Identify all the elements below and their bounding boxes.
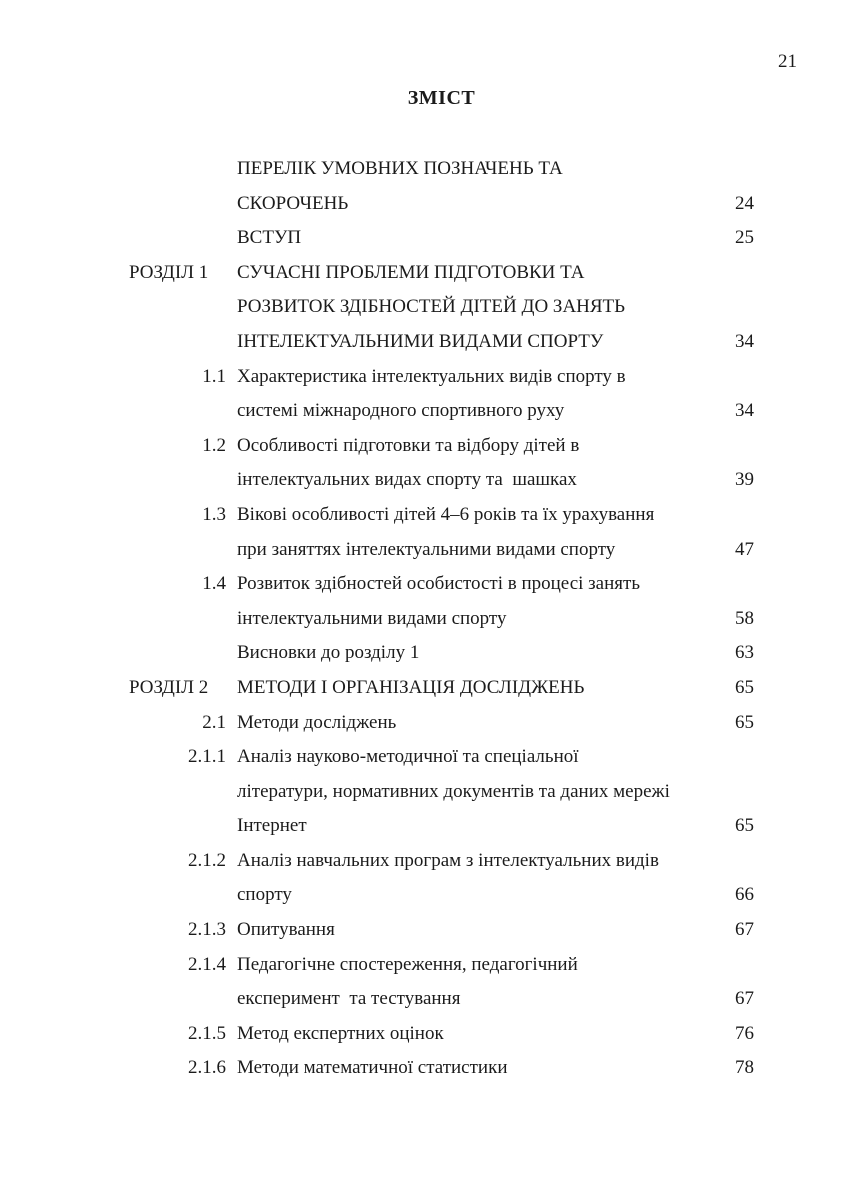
entry-title — [226, 498, 710, 567]
entry-label: 1.1 — [202, 365, 226, 387]
entry-title-line: Розвиток здібностей особистості в процесі занять — [237, 573, 640, 595]
entry-page: 65 — [735, 815, 754, 837]
entry-label: 2.1 — [202, 711, 226, 733]
entry-label: 1.3 — [202, 503, 226, 525]
entry-page: 67 — [735, 988, 754, 1010]
entry-title-line: Особливості підготовки та відбору дітей в — [237, 434, 580, 456]
toc-entry — [129, 740, 754, 844]
entry-title-line: літератури, нормативних документів та даних мережі — [237, 780, 670, 802]
toc-entry — [129, 636, 754, 671]
entry-label: 1.4 — [202, 573, 226, 595]
entry-title-line: Методи досліджень — [237, 711, 397, 733]
entry-title-line: ПЕРЕЛІК УМОВНИХ ПОЗНАЧЕНЬ ТА — [237, 158, 563, 179]
entry-label: 2.1.6 — [188, 1057, 226, 1079]
entry-page: 47 — [735, 538, 754, 560]
entry-page: 65 — [735, 676, 754, 698]
page-number: 21 — [778, 51, 797, 72]
entry-title — [226, 567, 710, 636]
toc-entry — [129, 567, 754, 636]
entry-title — [226, 221, 710, 256]
toc-entry — [129, 671, 754, 706]
toc-entry — [129, 948, 754, 1017]
entry-title-line: ІНТЕЛЕКТУАЛЬНИМИ ВИДАМИ СПОРТУ — [237, 330, 604, 352]
entry-title-line: РОЗВИТОК ЗДІБНОСТЕЙ ДІТЕЙ ДО ЗАНЯТЬ — [237, 296, 626, 318]
entry-page: 58 — [735, 607, 754, 629]
toc-entry — [129, 152, 754, 221]
entry-title-line: Аналіз навчальних програм з інтелектуальних видів — [237, 849, 659, 871]
entry-title-line: при заняттях інтелектуальними видами спорту — [237, 538, 616, 560]
entry-page: 34 — [735, 400, 754, 422]
entry-title — [226, 913, 710, 948]
entry-title-line: Характеристика інтелектуальних видів спорту в — [237, 365, 626, 387]
entry-title-line: інтелектуальними видами спорту — [237, 607, 507, 629]
toc-entry — [129, 256, 754, 360]
entry-title-line: Аналіз науково-методичної та спеціальної — [237, 746, 579, 768]
entry-title — [226, 152, 710, 221]
entry-title — [226, 256, 710, 360]
entry-title — [226, 636, 710, 671]
entry-title-line: СУЧАСНІ ПРОБЛЕМИ ПІДГОТОВКИ ТА — [237, 261, 585, 283]
entry-title — [226, 740, 710, 844]
entry-title-line: Вікові особливості дітей 4–6 років та їх урахування — [237, 503, 655, 525]
entry-label: 2.1.5 — [188, 1022, 226, 1044]
entry-label: РОЗДІЛ 2 — [129, 676, 209, 698]
entry-title-line: експеримент та тестування — [237, 988, 461, 1010]
entry-title-line: Педагогічне спостереження, педагогічний — [237, 953, 578, 975]
entry-title — [226, 948, 710, 1017]
entry-title-line: ВСТУП — [237, 227, 302, 249]
entry-title-line: Методи математичної статистики — [237, 1057, 508, 1079]
entry-page: 63 — [735, 642, 754, 664]
entry-page: 67 — [735, 919, 754, 941]
entry-page: 76 — [735, 1022, 754, 1044]
entry-label: 2.1.4 — [188, 953, 226, 975]
entry-label: 2.1.1 — [188, 746, 226, 768]
entry-title-line: системі міжнародного спортивного руху — [237, 400, 565, 422]
entry-title-line: Метод експертних оцінок — [237, 1022, 444, 1044]
toc-entry — [129, 360, 754, 429]
entry-page: 24 — [735, 192, 754, 214]
entry-title — [226, 1051, 710, 1086]
entry-title — [226, 671, 710, 706]
toc-entry — [129, 1017, 754, 1052]
toc-entry — [129, 913, 754, 948]
entry-page: 78 — [735, 1057, 754, 1079]
toc-entry — [129, 844, 754, 913]
entry-title-line: спорту — [237, 884, 292, 906]
entry-label: 1.2 — [202, 434, 226, 456]
toc-entry — [129, 498, 754, 567]
entry-title-line: Висновки до розділу 1 — [237, 642, 420, 664]
entry-title-line: Опитування — [237, 919, 335, 941]
page-title: ЗМІСТ — [407, 87, 476, 109]
entry-page: 39 — [735, 469, 754, 491]
toc-list — [129, 152, 754, 1086]
entry-page: 34 — [735, 330, 754, 352]
entry-title — [226, 1017, 710, 1052]
entry-title-line: Інтернет — [237, 815, 307, 837]
entry-label: РОЗДІЛ 1 — [129, 261, 209, 283]
entry-title — [226, 706, 710, 741]
entry-label: 2.1.3 — [188, 919, 226, 941]
toc-entry — [129, 429, 754, 498]
entry-title-line: інтелектуальних видах спорту та шашках — [237, 469, 577, 491]
entry-title — [226, 429, 710, 498]
toc-entry — [129, 221, 754, 256]
toc-entry — [129, 706, 754, 741]
entry-title-line: МЕТОДИ І ОРГАНІЗАЦІЯ ДОСЛІДЖЕНЬ — [237, 676, 585, 698]
entry-title — [226, 360, 710, 429]
entry-page: 66 — [735, 884, 754, 906]
toc-entry — [129, 1051, 754, 1086]
entry-page: 65 — [735, 711, 754, 733]
entry-label: 2.1.2 — [188, 849, 226, 871]
entry-title — [226, 844, 710, 913]
entry-page: 25 — [735, 227, 754, 249]
entry-title-line: СКОРОЧЕНЬ — [237, 192, 349, 214]
